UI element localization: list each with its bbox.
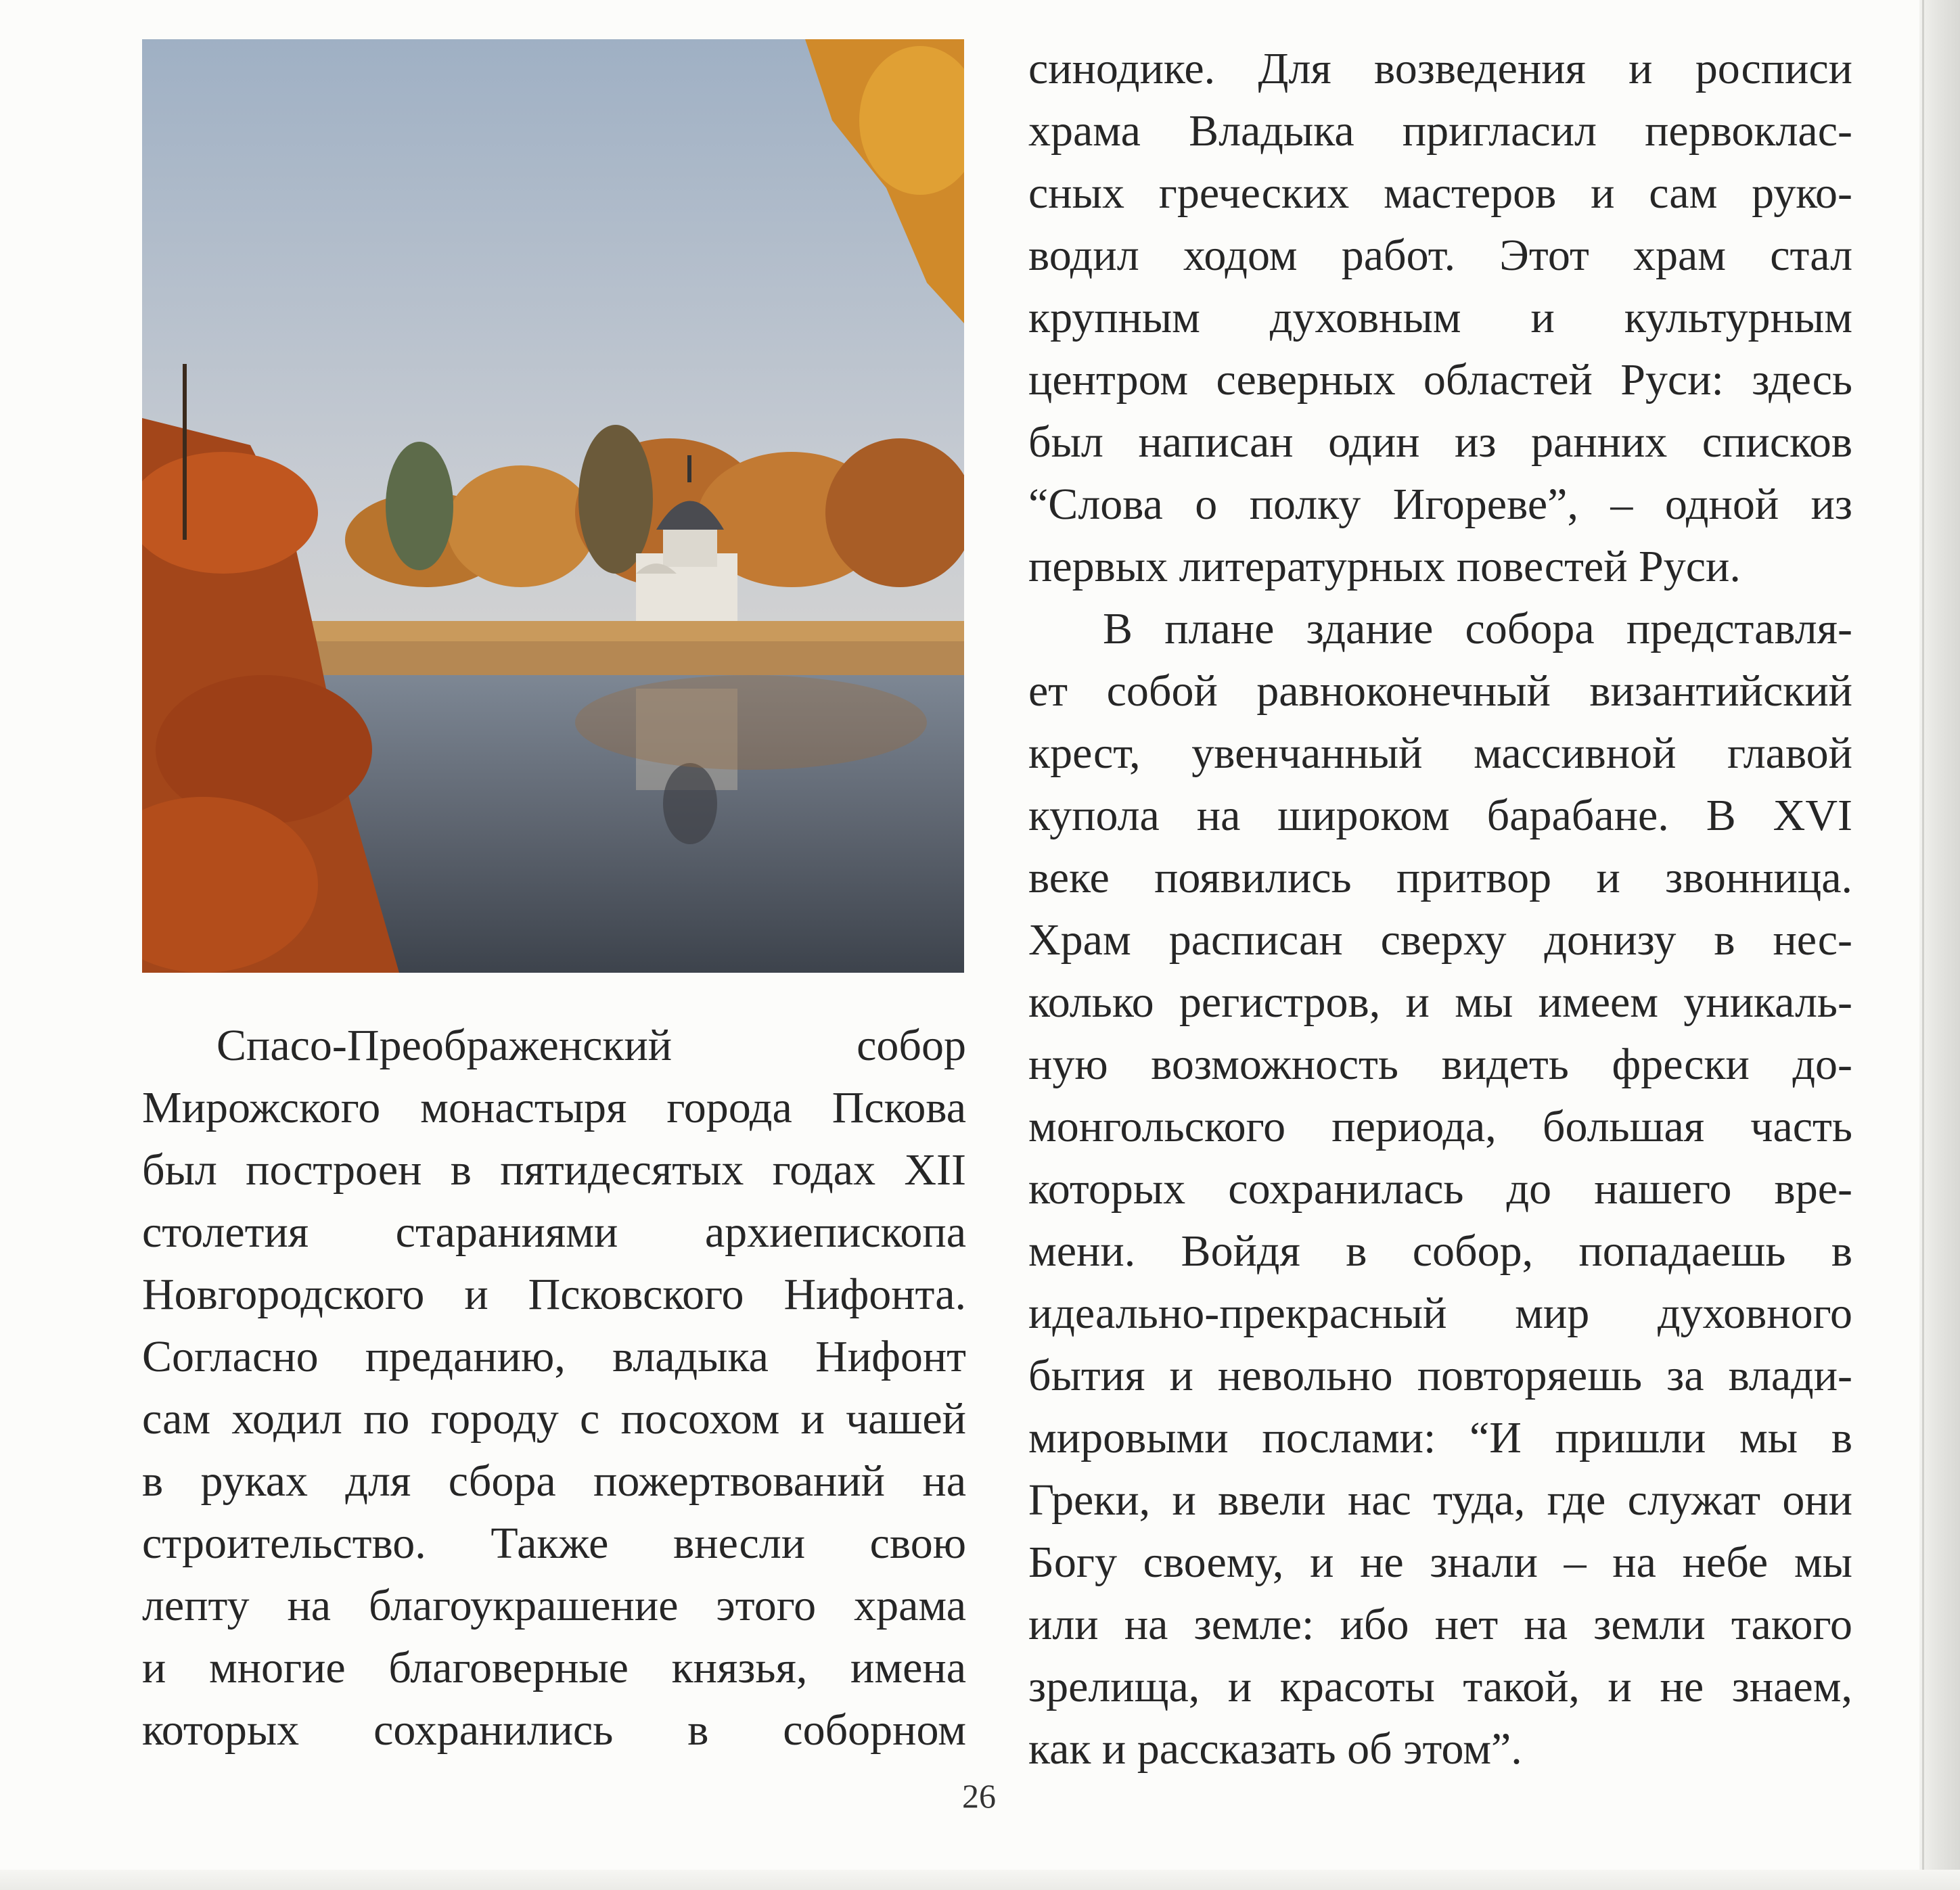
paragraph-line: или на земле: ибо нет на земли такого: [1028, 1600, 1852, 1649]
paragraph-line: строительство. Также внесли свою: [142, 1519, 966, 1568]
paragraph-line: храма Владыка пригласил первоклас-: [1028, 106, 1852, 156]
page-bottom-edge: [0, 1870, 1960, 1890]
left-text-column: [142, 1015, 966, 1779]
paragraph-line: Новгородского и Псковского Нифонта.: [142, 1270, 966, 1319]
paragraph-line: Богу своему, и не знали – на небе мы: [1028, 1538, 1852, 1587]
paragraph-line: Спасо-Преображенский собор: [216, 1021, 966, 1070]
paragraph-line: сам ходил по городу с посохом и чашей: [142, 1394, 966, 1444]
paragraph-line: Греки, и ввели нас туда, где служат они: [1028, 1475, 1852, 1525]
page-edge: [1919, 0, 1960, 1890]
paragraph-line: мировыми послами: “И пришли мы в: [1028, 1413, 1852, 1462]
paragraph-line: ет собой равноконечный византийский: [1028, 666, 1852, 716]
paragraph-line: сных греческих мастеров и сам руко-: [1028, 168, 1852, 218]
photo-cathedral-icon: [142, 39, 964, 973]
paragraph-line: зрелища, и красоты такой, и не знаем,: [1028, 1662, 1852, 1711]
paragraph-line: Мирожского монастыря города Пскова: [142, 1083, 966, 1132]
paragraph-line: которых сохранились в соборном: [142, 1705, 966, 1755]
paragraph-line: В плане здание собора представля-: [1103, 604, 1852, 653]
paragraph-line: Храм расписан сверху донизу в нес-: [1028, 915, 1852, 965]
paragraph-line: и многие благоверные князья, имена: [142, 1643, 966, 1692]
paragraph-line: был написан один из ранних списков: [1028, 417, 1852, 467]
paragraph-line: центром северных областей Руси: здесь: [1028, 355, 1852, 405]
paragraph-line: идеально-прекрасный мир духовного: [1028, 1289, 1852, 1338]
paragraph-line: столетия стараниями архиепископа: [142, 1207, 966, 1257]
paragraph-line: купола на широком барабане. В XVI: [1028, 791, 1852, 840]
paragraph-line: был построен в пятидесятых годах XII: [142, 1145, 966, 1195]
paragraph-line: первых литературных повестей Руси.: [1028, 542, 1741, 591]
paragraph-line: крест, увенчанный массивной главой: [1028, 729, 1852, 778]
paragraph-line: крупным духовным и культурным: [1028, 293, 1852, 342]
page-number: 26: [962, 1777, 996, 1815]
paragraph-line: как и рассказать об этом”.: [1028, 1724, 1522, 1774]
paragraph-line: бытия и невольно повторяешь за влади-: [1028, 1351, 1852, 1400]
paragraph-line: лепту на благоукрашение этого храма: [142, 1581, 966, 1630]
paragraph-line: колько регистров, и мы имеем уникаль-: [1028, 977, 1852, 1027]
paragraph-line: ную возможность видеть фрески до-: [1028, 1040, 1852, 1089]
paragraph-line: водил ходом работ. Этот храм стал: [1028, 231, 1852, 280]
paragraph-line: “Слова о полку Игореве”, – одной из: [1028, 480, 1852, 529]
paragraph-line: в руках для сбора пожертвований на: [142, 1456, 966, 1506]
right-text-column: [1028, 38, 1852, 1797]
paragraph-line: веке появились притвор и звонница.: [1028, 853, 1852, 902]
paragraph-line: Согласно преданию, владыка Нифонт: [142, 1332, 966, 1381]
paragraph-line: синодике. Для возведения и росписи: [1028, 44, 1852, 93]
cathedral-photo: [142, 39, 964, 973]
paragraph-line: которых сохранилась до нашего вре-: [1028, 1164, 1852, 1214]
paragraph-line: мени. Войдя в собор, попадаешь в: [1028, 1226, 1852, 1276]
paragraph-line: монгольского периода, большая часть: [1028, 1102, 1852, 1151]
